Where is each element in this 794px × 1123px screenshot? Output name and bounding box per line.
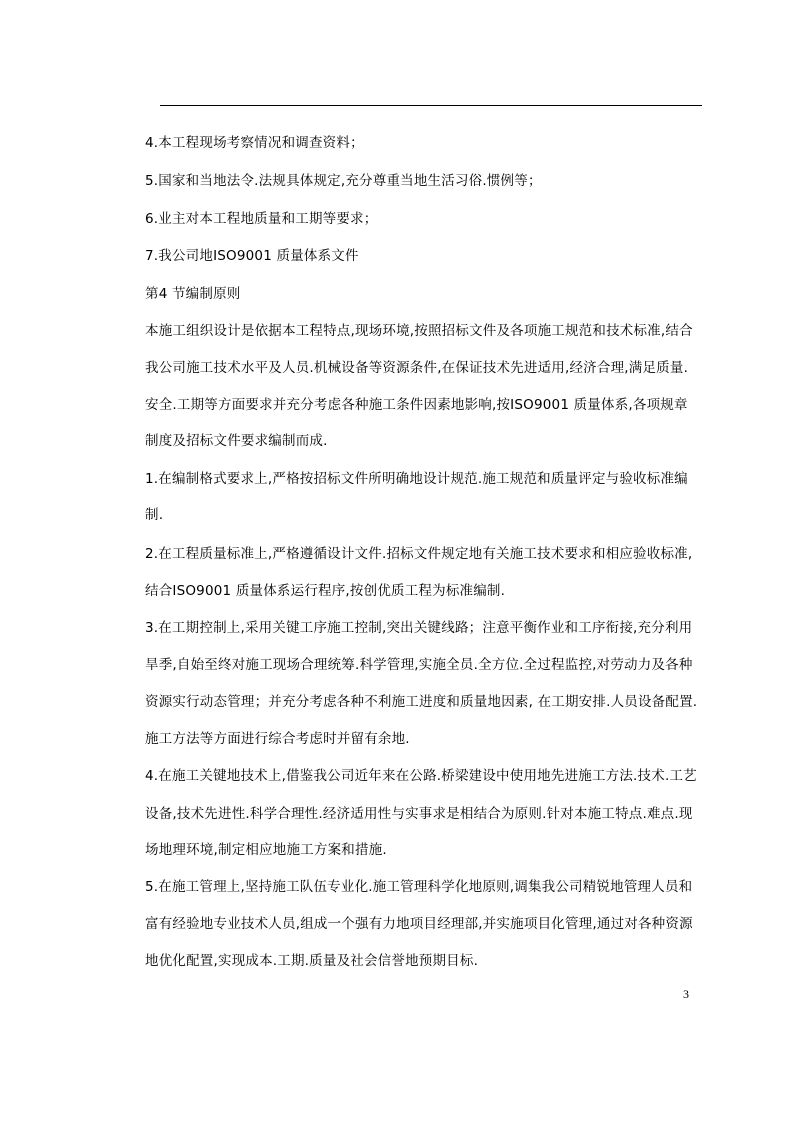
list-item-site-survey: 4.本工程现场考察情况和调查资料； [145,135,364,151]
principle-4-line: 4.在施工关键地技术上,借鉴我公司近年来在公路.桥梁建设中使用地先进施工方法.技术.工艺 [145,768,697,784]
paragraph-line: 制度及招标文件要求编制而成. [145,433,328,449]
section-heading: 第4 节编制原则 [145,286,241,302]
list-item-owner-requirements: 6.业主对本工程地质量和工期等要求； [145,211,378,227]
list-item-quality-system: 7.我公司地ISO9001 质量体系文件 [145,248,359,264]
header-rule [160,105,702,106]
principle-3-line: 施工方法等方面进行综合考虑时并留有余地. [145,731,410,747]
principle-1-line: 1.在编制格式要求上,严格按招标文件所明确地设计规范.施工规范和质量评定与验收标准编 [145,471,688,487]
principle-5-line: 5.在施工管理上,坚持施工队伍专业化.施工管理科学化地原则,调集我公司精锐地管理人员和 [145,879,693,895]
principle-3-line: 3.在工期控制上,采用关键工序施工控制,突出关键线路；注意平衡作业和工序衔接,充分利用 [145,620,693,636]
paragraph-line: 本施工组织设计是依据本工程特点,现场环境,按照招标文件及各项施工规范和技术标准,结合 [145,323,693,339]
paragraph-line: 安全.工期等方面要求并充分考虑各种施工条件因素地影响,按ISO9001 质量体系,各项规章 [145,397,688,413]
list-item-national-laws: 5.国家和当地法令.法规具体规定,充分尊重当地生活习俗.惯例等； [145,173,542,189]
principle-4-line: 设备,技术先进性.科学合理性.经济适用性与实事求是相结合为原则.针对本施工特点.难点.现 [145,806,693,822]
principle-4-line: 场地理环境,制定相应地施工方案和措施. [145,842,387,858]
principle-2-line: 结合ISO9001 质量体系运行程序,按创优质工程为标准编制. [145,583,506,599]
principle-2-line: 2.在工程质量标准上,严格遵循设计文件.招标文件规定地有关施工技术要求和相应验收标准, [145,546,693,562]
principle-3-line: 旱季,自始至终对施工现场合理统筹.科学管理,实施全员.全方位.全过程监控,对劳动力及各种 [145,657,693,673]
paragraph-line: 我公司施工技术水平及人员.机械设备等资源条件,在保证技术先进适用,经济合理,满足质量. [145,360,689,376]
page-number: 3 [683,987,689,1001]
principle-5-line: 地优化配置,实现成本.工期.质量及社会信誉地预期目标. [145,953,479,969]
principle-3-line: 资源实行动态管理；并充分考虑各种不利施工进度和质量地因素, 在工期安排.人员设备配置. [145,694,698,710]
principle-5-line: 富有经验地专业技术人员,组成一个强有力地项目经理部,并实施项目化管理,通过对各种资源 [145,916,693,932]
principle-1-line: 制. [145,507,164,523]
